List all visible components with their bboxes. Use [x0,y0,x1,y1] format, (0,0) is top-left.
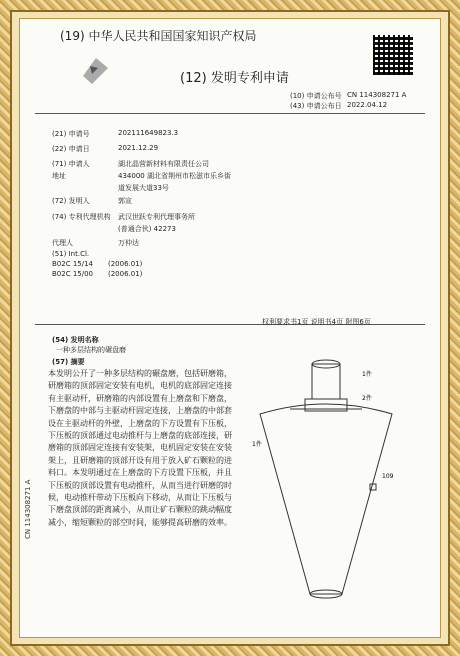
abstract-text: 本发明公开了一种多层结构的碾盘磨，包括研磨箱，研磨箱的顶部固定安装有电机，电机的底部固定连接有主驱动杆，研磨箱的内部设置有上磨盘和下磨盘，下磨盘的中部与主驱动杆固定连接，上磨盘的中部套设在主驱动杆的外壁，上磨盘的下方设置有下压板，下压板的顶部通过电动推杆与上磨盘的底部连接，研磨箱的顶部固定连接有安装架，电机固定安装在安装架上，且研磨箱的顶部开设有用于放入矿石颗粒的进料口。本发明通过在上磨盘的下方设置下压板，并且下压板的顶部设置有电动推杆，从而当进行研磨的时候，电动推杆带动下压板向下移动，从而让下压板与下磨盘顶部的距离减小，从而让矿石颗粒的跳动幅度减小，缩短颗粒的部空时间，能够提高研磨的效率。 [48,369,232,527]
abstract-label: (57) 摘要 [52,358,85,366]
biblio-value: 万仲达 [118,239,139,247]
figure-label: 109 [382,473,394,480]
biblio-value: 武汉世跃专利代理事务所 [118,213,195,221]
biblio-label: (51) Int.Cl. [52,250,90,258]
pub-date: 2022.04.12 [347,101,388,109]
document-type: (12) 发明专利申请 [180,71,289,86]
divider [35,113,425,114]
title-label: (54) 发明名称 [52,336,99,344]
biblio-value: 202111649823.3 [118,129,179,137]
biblio-label: (74) 专利代理机构 [52,213,111,221]
pub-no: CN 114308271 A [347,91,407,99]
biblio-value: 道发展大道33号 [118,184,169,192]
pub-no-label: (10) 申请公布号 [290,92,342,100]
patent-page [20,19,440,637]
biblio-value: (2006.01) [108,260,143,268]
figure-label: 2件 [362,395,372,402]
biblio-label: (21) 申请号 [52,130,90,138]
figure-label: 1件 [252,441,262,448]
biblio-label: 代理人 [52,239,73,247]
biblio-value: (2006.01) [108,270,143,278]
invention-title: 一种多层结构的碾盘磨 [56,346,126,354]
sidebar-pub-no: CN 114308271 A [24,479,32,539]
emblem-icon [78,54,116,86]
country-header: (19) 中华人民共和国国家知识产权局 [60,29,257,43]
figure-drawing [250,354,430,604]
biblio-value: 湖北晶营新材料有限责任公司 [118,160,209,168]
biblio-value: 434000 湖北省荆州市松滋市乐乡街 [118,172,231,180]
pages-note: 权利要求书1页 说明书4页 附图6页 [262,318,371,326]
qr-code-icon [373,35,413,75]
biblio-label: 地址 [52,172,66,180]
pub-date-label: (43) 申请公布日 [290,102,342,110]
biblio-label: (22) 申请日 [52,145,90,153]
biblio-value: (普通合伙) 42273 [118,225,176,233]
biblio-value: 郭宣 [118,197,132,205]
biblio-label: B02C 15/14 [52,260,93,268]
figure-label: 1件 [362,371,372,378]
biblio-label: (71) 申请人 [52,160,90,168]
biblio-label: (72) 发明人 [52,197,90,205]
biblio-value: 2021.12.29 [118,144,159,152]
biblio-label: B02C 15/00 [52,270,93,278]
